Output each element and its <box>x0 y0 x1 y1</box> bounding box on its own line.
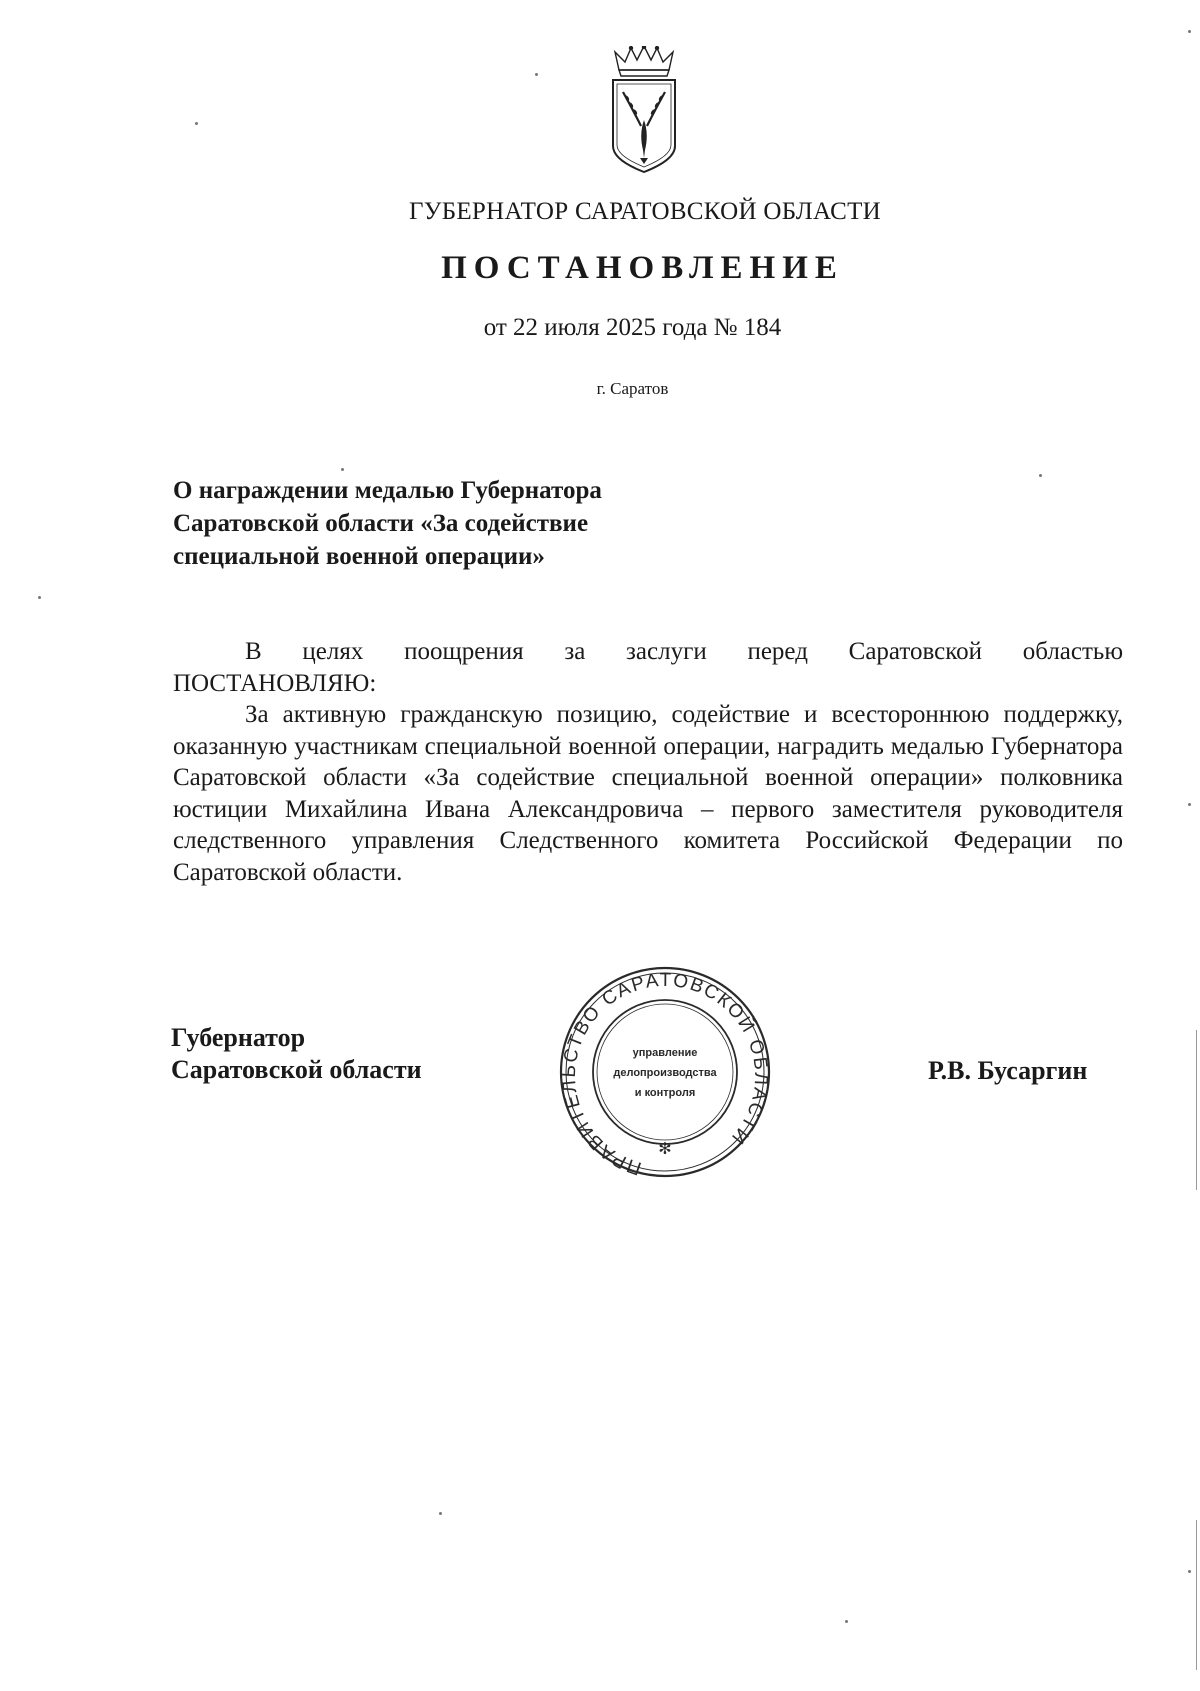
subject-line: специальной военной операции» <box>173 543 545 570</box>
scan-speck <box>845 1620 848 1623</box>
signatory-position-line: Саратовской области <box>171 1055 422 1084</box>
signatory-position <box>171 1022 422 1086</box>
subject-line: О награждении медалью Губернатора <box>173 477 602 504</box>
scan-speck <box>439 1512 442 1515</box>
scan-edge-line <box>1196 1520 1197 1670</box>
scan-speck <box>195 122 198 125</box>
preamble-text: В целях поощрения за заслуги перед Саратовской областью <box>245 638 1123 665</box>
coat-of-arms-emblem <box>607 46 681 174</box>
body-paragraph-award: За активную гражданскую позицию, содействие и всестороннюю поддержку, оказанную участникам специальной военной операции, наградить медалью Губернатора Саратовской области «За содействие специальной военной операции» полковника юстиции Михайлина Ивана Александровича – первого заместителя руководителя следственного управления Следственного комитета Российской Федерации по Саратовской области. <box>173 701 1123 886</box>
scan-speck <box>1188 803 1191 806</box>
seal-inner-line: управление <box>632 1047 698 1059</box>
signatory-name: Р.В. Бусаргин <box>928 1056 1088 1085</box>
seal-outer-text: ПРАВИТЕЛЬСТВО САРАТОВСКОЙ ОБЛАСТИ <box>558 969 772 1178</box>
body-paragraph-preamble <box>173 636 1123 668</box>
scan-speck <box>1188 1570 1191 1573</box>
scan-speck <box>341 468 344 471</box>
document-subject <box>173 474 693 573</box>
subject-line: Саратовской области «За содействие <box>173 510 589 537</box>
scan-speck <box>1188 30 1191 33</box>
seal-inner-line: делопроизводства <box>613 1067 717 1079</box>
document-city: г. Саратов <box>596 379 669 398</box>
decree-word: ПОСТАНОВЛЯЮ: <box>173 669 377 697</box>
svg-text:✻: ✻ <box>658 1139 672 1158</box>
scan-speck <box>38 596 41 599</box>
signatory-position-line: Губернатор <box>171 1023 306 1052</box>
official-seal-stamp <box>556 966 774 1178</box>
scan-speck <box>1039 474 1042 477</box>
scan-speck <box>535 73 538 76</box>
document-body <box>173 636 1123 888</box>
issuing-authority: ГУБЕРНАТОР САРАТОВСКОЙ ОБЛАСТИ <box>408 198 882 225</box>
document-type-title: ПОСТАНОВЛЕНИЕ <box>441 250 844 286</box>
document-date-number: от 22 июля 2025 года № 184 <box>483 314 782 341</box>
seal-inner-line: и контроля <box>634 1087 696 1099</box>
scan-edge-line <box>1196 1030 1197 1190</box>
